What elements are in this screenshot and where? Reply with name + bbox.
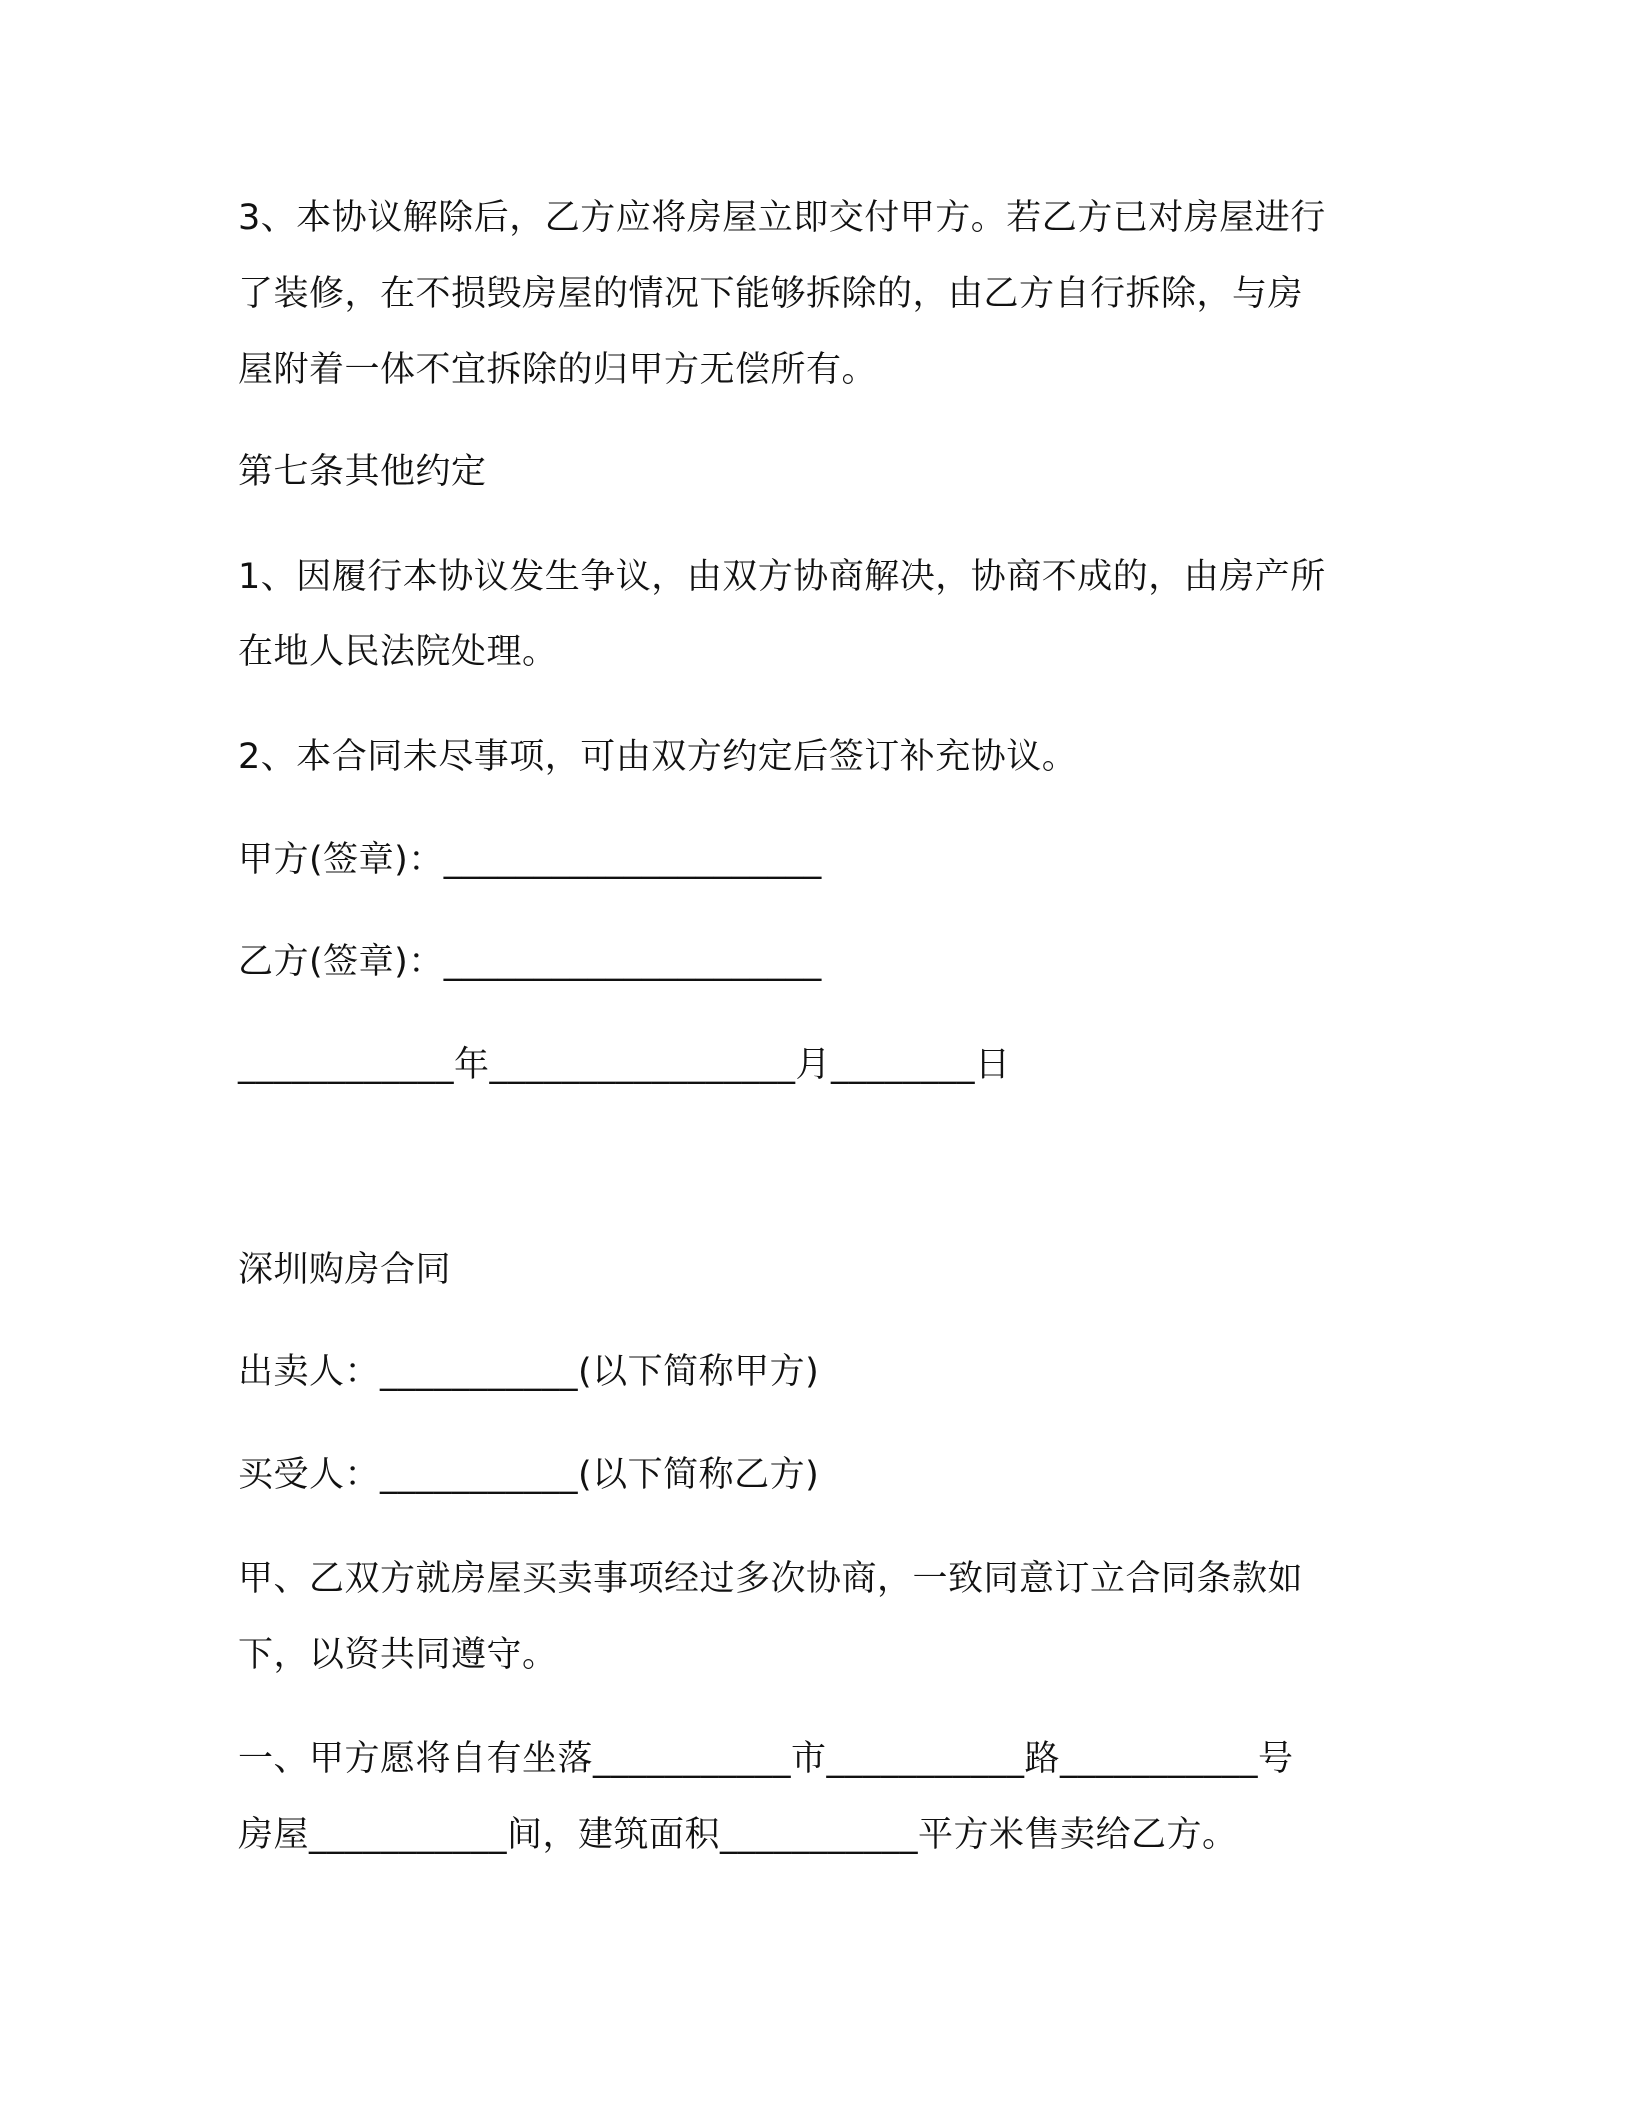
- paragraph-3-line-3: 屋附着一体不宜拆除的归甲方无偿所有。: [238, 350, 878, 390]
- paragraph-3-line-2: 了装修，在不损毁房屋的情况下能够拆除的，由乙方自行拆除，与房: [238, 274, 1304, 314]
- clause-one-line-1: 一、甲方愿将自有坐落___________市___________路___________号: [238, 1739, 1294, 1779]
- party-b-signature: 乙方(签章)：_____________________: [238, 942, 822, 982]
- clause-7-1-line-2: 在地人民法院处理。: [238, 632, 558, 672]
- preamble-line-1: 甲、乙双方就房屋买卖事项经过多次协商，一致同意订立合同条款如: [238, 1559, 1304, 1599]
- article-7-heading: 第七条其他约定: [238, 452, 487, 492]
- seller-line: 出卖人：___________(以下简称甲方): [238, 1352, 820, 1392]
- party-a-signature: 甲方(签章)：_____________________: [238, 840, 822, 880]
- clause-one-line-2: 房屋___________间，建筑面积___________平方米售卖给乙方。: [238, 1815, 1238, 1855]
- clause-7-2: 2、本合同未尽事项，可由双方约定后签订补充协议。: [238, 737, 1078, 777]
- preamble-line-2: 下，以资共同遵守。: [238, 1635, 558, 1675]
- clause-7-1-line-1: 1、因履行本协议发生争议，由双方协商解决，协商不成的，由房产所: [238, 557, 1326, 597]
- paragraph-3-line-1: 3、本协议解除后，乙方应将房屋立即交付甲方。若乙方已对房屋进行: [238, 198, 1326, 238]
- contract-title: 深圳购房合同: [238, 1250, 452, 1290]
- buyer-line: 买受人：___________(以下简称乙方): [238, 1455, 820, 1495]
- date-line: ____________年_________________月________日: [238, 1045, 1011, 1085]
